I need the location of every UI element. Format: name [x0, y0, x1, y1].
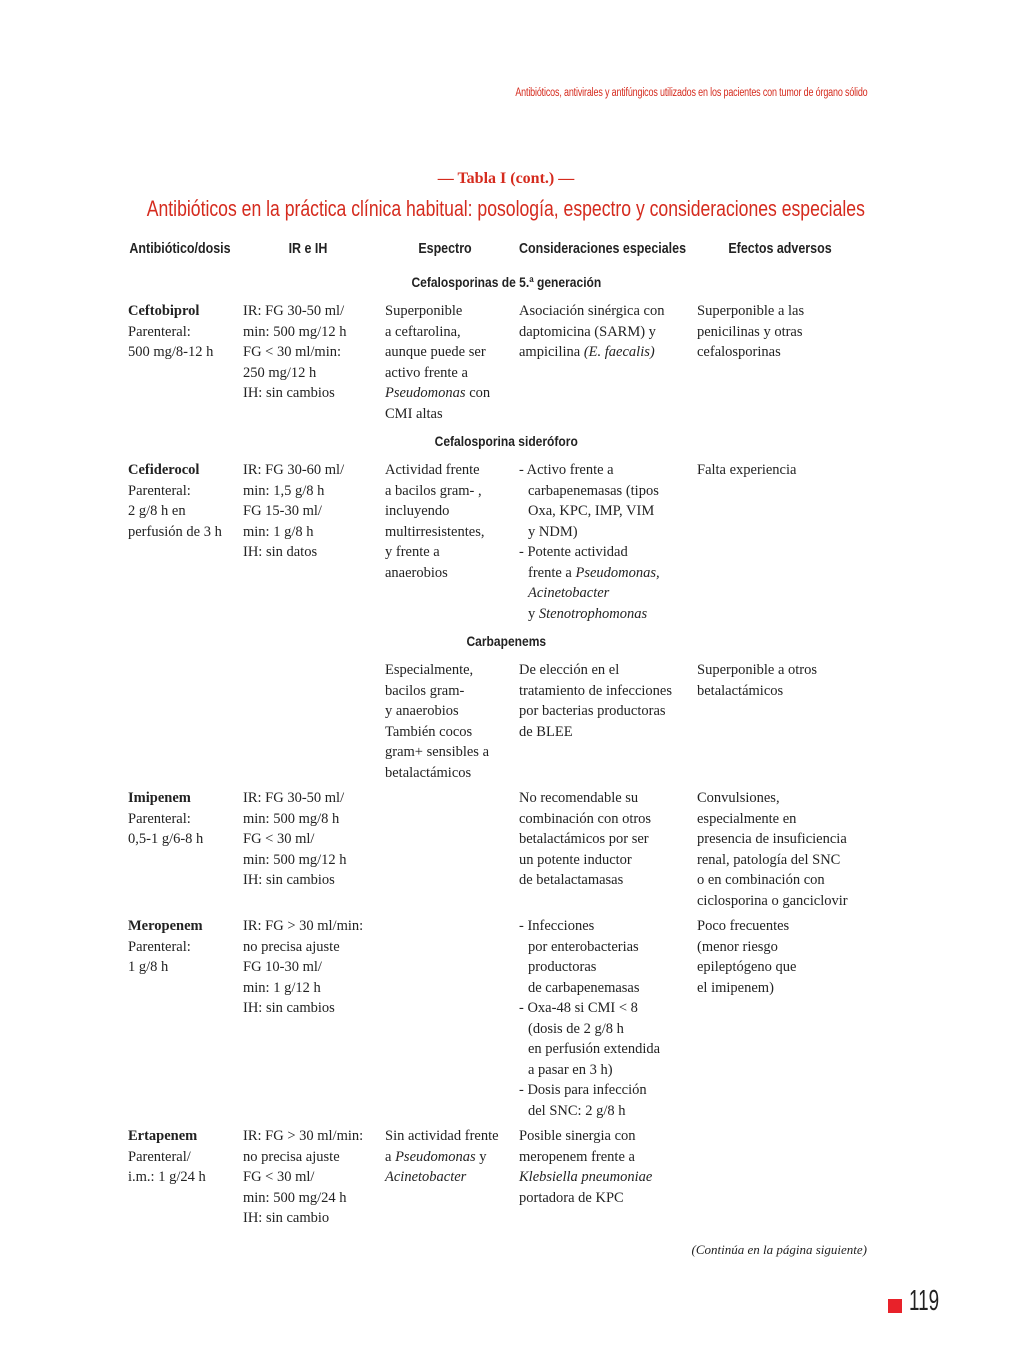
text-line — [519, 583, 660, 604]
text-line: a ceftarolina, — [385, 323, 461, 340]
imipenem-adverse-cell — [697, 788, 848, 911]
organism-name: Klebsiella pneumoniae — [519, 1169, 653, 1185]
text-line: IH: sin cambio — [243, 1210, 330, 1226]
text-line: min: 500 mg/8 h — [243, 810, 340, 827]
text-line: - Oxa-48 si CMI < 8 — [519, 1000, 638, 1016]
drug-name: Cefiderocol — [128, 462, 200, 478]
text-line: FG < 30 ml/min: — [243, 344, 342, 360]
col-header-antibiotic: Antibiótico/dosis — [129, 241, 231, 257]
dose-line: 500 mg/8-12 h — [128, 344, 214, 360]
text-line: epileptógeno que — [697, 959, 797, 975]
dose-line: 0,5-1 g/6-8 h — [128, 831, 204, 847]
text-line: cefalosporinas — [697, 344, 781, 360]
organism-name: Pseudomonas — [385, 385, 466, 401]
dose-line: Parenteral: — [128, 323, 191, 340]
text-fragment: y — [528, 605, 539, 622]
text-line: a pasar en 3 h) — [528, 1061, 613, 1078]
table-title — [0, 196, 1012, 222]
text-line: FG 10-30 ml/ — [243, 959, 322, 975]
text-line: IR: FG > 30 ml/min: — [243, 1128, 364, 1144]
text-line: - Infecciones — [519, 918, 595, 934]
text-line: Superponible a las — [697, 303, 805, 319]
text-line: de carbapenemasas — [528, 979, 640, 996]
drug-name: Ceftobiprol — [128, 303, 200, 319]
text-line: renal, patología del SNC — [697, 851, 841, 868]
text-line: presencia de insuficiencia — [697, 831, 847, 847]
text-line: por bacterias productoras — [519, 703, 666, 719]
text-line: betalactámicos — [697, 682, 784, 699]
section-heading-text: Cefalosporinas de 5.ª generación — [411, 274, 601, 290]
text-line: portadora de KPC — [519, 1189, 624, 1206]
text-line: IH: sin cambios — [243, 1000, 335, 1016]
text-line — [519, 563, 660, 584]
text-line: el imipenem) — [697, 979, 774, 996]
text-line: (dosis de 2 g/8 h — [528, 1020, 624, 1037]
cefiderocol-considerations-cell — [519, 460, 660, 624]
text-line: penicilinas y otras — [697, 323, 803, 340]
text-line: IR: FG 30-50 ml/ — [243, 790, 345, 806]
text-line: por enterobacterias — [528, 938, 639, 955]
ceftobiprol-ir-ih-cell — [243, 301, 347, 404]
text-fragment: frente a — [528, 564, 576, 581]
text-line: También cocos — [385, 723, 473, 740]
imipenem-dose-cell — [128, 788, 203, 850]
meropenem-adverse-cell — [697, 916, 796, 998]
text-line: IR: FG 30-60 ml/ — [243, 462, 345, 478]
text-line: y anaerobios — [385, 703, 459, 719]
text-line: min: 500 mg/24 h — [243, 1189, 347, 1206]
text-line: IH: sin cambios — [243, 872, 335, 888]
text-line: Oxa, KPC, IMP, VIM — [528, 503, 655, 519]
text-line: de betalactamasas — [519, 872, 624, 888]
text-fragment: ampicilina — [519, 344, 584, 360]
text-line — [385, 1147, 499, 1168]
dose-line: Parenteral/ — [128, 1148, 191, 1165]
text-line: Sin actividad frente — [385, 1128, 499, 1144]
dose-line: 1 g/8 h — [128, 959, 169, 975]
dose-line: perfusión de 3 h — [128, 523, 222, 540]
organism-name: Acinetobacter — [385, 1169, 467, 1185]
table-title-text: Antibióticos en la práctica clínica habitual: posología, espectro y consideraciones especiales — [146, 196, 866, 221]
section-heading-text: Carbapenems — [466, 633, 546, 649]
text-line: FG 15-30 ml/ — [243, 503, 322, 519]
text-line: meropenem frente a — [519, 1148, 635, 1165]
drug-name: Ertapenem — [128, 1128, 198, 1144]
cefiderocol-adverse-cell — [697, 460, 796, 481]
text-line: a bacilos gram- , — [385, 482, 482, 499]
table-label: — Tabla I (cont.) — — [437, 170, 575, 187]
ertapenem-dose-cell — [128, 1126, 206, 1188]
continuation-note: (Continúa en la página siguiente) — [691, 1242, 867, 1257]
text-line: y NDM) — [528, 523, 578, 540]
text-line: 250 mg/12 h — [243, 364, 317, 381]
drug-name: Imipenem — [128, 790, 191, 806]
section-heading — [0, 433, 1012, 449]
meropenem-ir-ih-cell — [243, 916, 363, 1019]
text-line: Superponible — [385, 303, 463, 319]
section-heading-text: Cefalosporina sideróforo — [434, 433, 578, 449]
text-line: aunque puede ser — [385, 344, 486, 360]
section-heading — [0, 633, 1012, 649]
ceftobiprol-considerations-cell — [519, 301, 665, 363]
text-line: daptomicina (SARM) y — [519, 323, 656, 340]
text-line: incluyendo — [385, 503, 450, 519]
text-line — [519, 342, 665, 363]
ceftobiprol-dose-cell — [128, 301, 213, 363]
ceftobiprol-spectrum-cell — [385, 301, 490, 424]
text-line — [385, 1167, 499, 1188]
text-line: - Potente actividad — [519, 544, 628, 560]
text-line: IH: sin cambios — [243, 385, 335, 401]
text-line: productoras — [528, 959, 597, 975]
text-line: un potente inductor — [519, 851, 632, 868]
text-line: Convulsiones, — [697, 790, 780, 806]
text-line: Actividad frente — [385, 462, 480, 478]
cefiderocol-spectrum-cell — [385, 460, 484, 583]
meropenem-considerations-cell — [519, 916, 660, 1121]
dose-line: Parenteral: — [128, 938, 191, 955]
text-line: especialmente en — [697, 810, 797, 827]
page-marker-square — [888, 1299, 902, 1313]
text-line: no precisa ajuste — [243, 938, 340, 955]
text-line: combinación con otros — [519, 810, 652, 827]
text-line: bacilos gram- — [385, 682, 465, 699]
text-line: IH: sin datos — [243, 544, 318, 560]
carbapenems-considerations-cell — [519, 660, 672, 742]
text-line: activo frente a — [385, 364, 468, 381]
text-line: min: 1 g/8 h — [243, 523, 314, 540]
col-header-adverse: Efectos adversos — [728, 241, 832, 257]
dose-line: Parenteral: — [128, 810, 191, 827]
page-number: 119 — [909, 1285, 940, 1317]
ertapenem-considerations-cell — [519, 1126, 652, 1208]
text-line: min: 1 g/12 h — [243, 979, 321, 996]
text-line: betalactámicos por ser — [519, 831, 649, 847]
organism-name: Pseudomonas — [395, 1148, 476, 1165]
text-line: De elección en el — [519, 662, 620, 678]
text-line: carbapenemasas (tipos — [528, 482, 659, 499]
text-line: min: 500 mg/12 h — [243, 851, 347, 868]
organism-name: Stenotrophomonas — [538, 605, 648, 622]
ertapenem-spectrum-cell — [385, 1126, 499, 1188]
text-fragment: con — [465, 385, 491, 401]
carbapenems-adverse-cell — [697, 660, 817, 701]
meropenem-dose-cell — [128, 916, 203, 978]
text-line: betalactámicos — [385, 764, 472, 781]
text-line — [519, 1167, 652, 1188]
text-line: - Dosis para infección — [519, 1082, 647, 1098]
section-heading — [0, 274, 1012, 290]
text-line: Asociación sinérgica con — [519, 303, 665, 319]
text-line: FG < 30 ml/ — [243, 1169, 315, 1185]
imipenem-considerations-cell — [519, 788, 651, 891]
text-line — [385, 383, 490, 404]
text-line: CMI altas — [385, 405, 443, 422]
dose-line: Parenteral: — [128, 482, 191, 499]
text-line: Superponible a otros — [697, 662, 818, 678]
dose-line: 2 g/8 h en — [128, 503, 186, 519]
text-line: No recomendable su — [519, 790, 639, 806]
text-line: min: 500 mg/12 h — [243, 323, 347, 340]
text-line: IR: FG > 30 ml/min: — [243, 918, 364, 934]
organism-name: (E. faecalis) — [583, 344, 655, 360]
col-header-considerations: Consideraciones especiales — [518, 241, 687, 257]
text-line: no precisa ajuste — [243, 1148, 340, 1165]
text-line — [519, 604, 660, 625]
text-line: (menor riesgo — [697, 938, 778, 955]
ceftobiprol-adverse-cell — [697, 301, 804, 363]
text-line: de BLEE — [519, 723, 573, 740]
text-line: Especialmente, — [385, 662, 474, 678]
text-line: FG < 30 ml/ — [243, 831, 315, 847]
text-line: o en combinación con — [697, 872, 825, 888]
imipenem-ir-ih-cell — [243, 788, 347, 891]
text-line: - Activo frente a — [519, 462, 614, 478]
text-line: Falta experiencia — [697, 462, 797, 478]
text-line: y frente a — [385, 544, 440, 560]
text-fragment: y — [475, 1148, 487, 1165]
text-fragment: a — [385, 1148, 396, 1165]
col-header-spectrum: Espectro — [418, 241, 472, 257]
text-line: en perfusión extendida — [528, 1041, 661, 1057]
col-header-ir-ih: IR e IH — [288, 241, 328, 257]
text-line: multirresistentes, — [385, 523, 485, 540]
cefiderocol-dose-cell — [128, 460, 222, 542]
running-header: Antibióticos, antivirales y antifúngicos utilizados en los pacientes con tumor de órgano sólido — [514, 87, 867, 99]
text-line: Poco frecuentes — [697, 918, 790, 934]
organism-name: Acinetobacter — [528, 585, 610, 601]
drug-name: Meropenem — [128, 918, 203, 934]
text-line: IR: FG 30-50 ml/ — [243, 303, 345, 319]
text-line: tratamiento de infecciones — [519, 682, 672, 699]
text-line: gram+ sensibles a — [385, 744, 490, 760]
text-line: min: 1,5 g/8 h — [243, 482, 325, 499]
carbapenems-spectrum-cell — [385, 660, 489, 783]
ertapenem-ir-ih-cell — [243, 1126, 363, 1229]
cefiderocol-ir-ih-cell — [243, 460, 344, 563]
dose-line: i.m.: 1 g/24 h — [128, 1169, 206, 1185]
organism-name: Pseudomonas, — [575, 564, 660, 581]
text-line: ciclosporina o ganciclovir — [697, 892, 848, 909]
text-line: anaerobios — [385, 564, 448, 581]
text-line: del SNC: 2 g/8 h — [528, 1102, 626, 1119]
text-line: Posible sinergia con — [519, 1128, 636, 1144]
